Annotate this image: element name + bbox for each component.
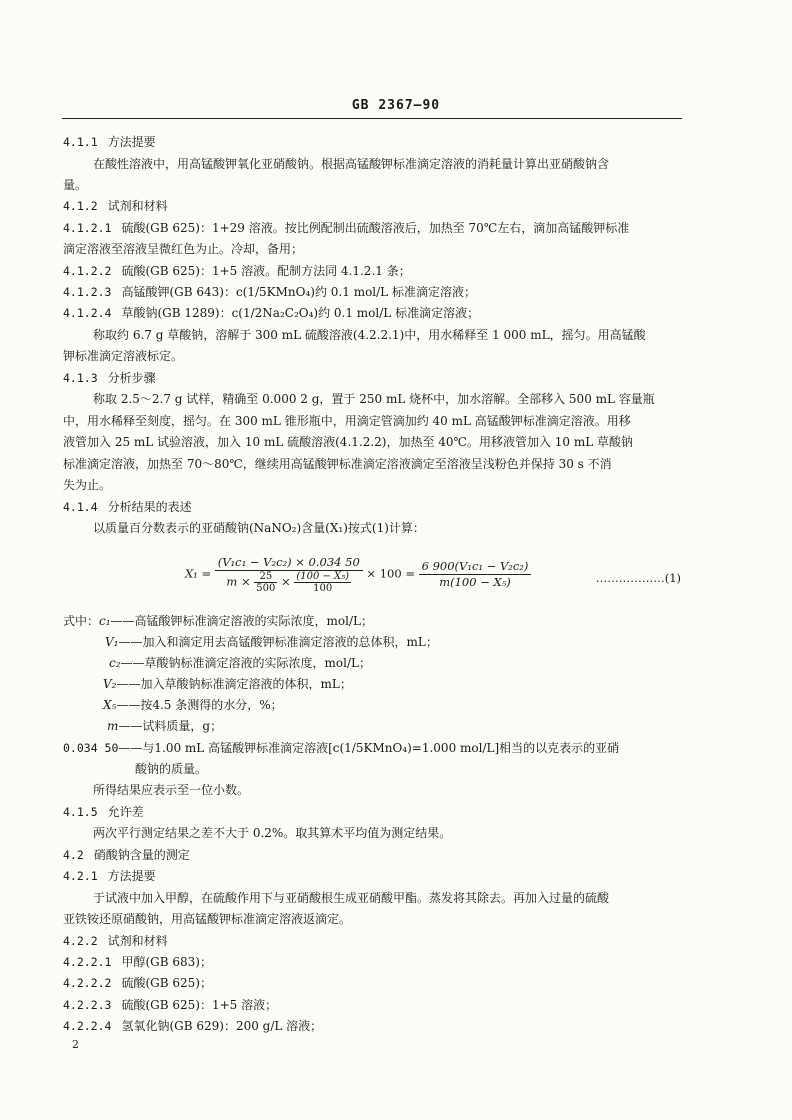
paragraph-line: 钾标准滴定溶液标定。: [63, 349, 184, 363]
equation-mid: × 100 =: [366, 566, 415, 581]
paragraph-line: 失为止。: [63, 478, 112, 492]
item-4-2-2-2: 4.2.2.2 硫酸(GB 625)；: [63, 976, 212, 990]
item-4-1-2-2: 4.1.2.2 硫酸(GB 625)：1+5 溶液。配制方法同 4.1.2.1 条；: [63, 264, 411, 278]
equation-1: [185, 555, 685, 605]
paragraph-line: 以质量百分数表示的亚硝酸钠(NaNO₂)含量(X₁)按式(1)计算：: [93, 521, 425, 535]
equation-fraction-2: $\frac{\text{6 900(V₁c₁ − V₂c₂)}}{\text{m(100 − X₅)}}$: [419, 559, 532, 590]
variable-definition: c₂——草酸钠标准滴定溶液的实际浓度，mol/L；: [109, 656, 371, 670]
equation-number: ………………(1): [595, 571, 681, 585]
page-header: GB 2367—90: [351, 98, 441, 113]
variable-definition: 0.034 50——与1.00 mL 高锰酸钾标准滴定溶液[c(1/5KMnO₄)=1.000 mol/L]相当的以克表示的亚硝: [63, 741, 620, 755]
paragraph-line: 称取 2.5～2.7 g 试样，精确至 0.000 2 g，置于 250 mL 烧杯中，加水溶解。全部移入 500 mL 容量瓶: [93, 392, 655, 406]
section-4-1-3: 4.1.3 分析步骤: [63, 371, 156, 385]
paragraph-line: 亚铁铵还原硝酸钠，用高锰酸钾标准滴定溶液返滴定。: [63, 912, 352, 926]
section-4-1-5: 4.1.5 允许差: [63, 805, 144, 819]
paragraph-line: 两次平行测定结果之差不大于 0.2%。取其算术平均值为测定结果。: [93, 826, 452, 840]
paragraph-line: 在酸性溶液中，用高锰酸钾氧化亚硝酸钠。根据高锰酸钾标准滴定溶液的消耗量计算出亚硝酸钠含: [93, 157, 610, 171]
header-rule: [62, 118, 682, 119]
variable-definition: X₅——按4.5 条测得的水分，%；: [103, 698, 283, 712]
paragraph-line: 中，用水稀释至刻度，摇匀。在 300 mL 锥形瓶中，用滴定管滴加约 40 mL 高锰酸钾标准滴定溶液。用移: [63, 414, 631, 428]
variable-definition: m——试料质量，g；: [107, 719, 223, 733]
paragraph-line: 滴定溶液至溶液呈微红色为止。冷却，备用；: [63, 242, 304, 256]
section-4-1-4: 4.1.4 分析结果的表述: [63, 500, 192, 514]
variable-definition: V₂——加入草酸钠标准滴定溶液的体积，mL；: [103, 677, 352, 691]
item-4-1-2-3: 4.1.2.3 高锰酸钾(GB 643)：c(1/5KMnO₄)约 0.1 mol/L 标准滴定溶液；: [63, 285, 476, 299]
section-4-1-2: 4.1.2 试剂和材料: [63, 199, 168, 213]
item-4-2-2-1: 4.2.2.1 甲醇(GB 683)；: [63, 955, 212, 969]
paragraph-line: 液管加入 25 mL 试验溶液，加入 10 mL 硫酸溶液(4.1.2.2)，加热至 40℃。用移液管加入 10 mL 草酸钠: [63, 435, 634, 449]
paragraph-line: 量。: [63, 178, 88, 192]
section-4-2-2: 4.2.2 试剂和材料: [63, 934, 168, 948]
variable-definition: 式中：c₁——高锰酸钾标准滴定溶液的实际浓度，mol/L；: [63, 614, 374, 628]
page-number: 2: [72, 1038, 79, 1051]
paragraph-line: 标准滴定溶液，加热至 70～80℃，继续用高锰酸钾标准滴定溶液滴定至溶液呈浅粉色并保持 30 s 不消: [63, 457, 612, 471]
item-4-2-2-3: 4.2.2.3 硫酸(GB 625)：1+5 溶液；: [63, 998, 278, 1012]
paragraph-line: 所得结果应表示至一位小数。: [93, 783, 250, 797]
paragraph-line: 于试液中加入甲醇，在硫酸作用下与亚硝酸根生成亚硝酸甲酯。蒸发将其除去。再加入过量的硫酸: [93, 891, 610, 905]
equation-fraction-1: (V₁c₁ − V₂c₂) × 0.034 50 m × $\frac{25}{500}$ × $\frac{\text{(100 − X₅)}}{100}$: [215, 555, 363, 594]
variable-definition: V₁——加入和滴定用去高锰酸钾标准滴定溶液的总体积，mL；: [105, 635, 438, 649]
section-4-2: 4.2 硝酸钠含量的测定: [63, 848, 190, 862]
section-4-1-1: 4.1.1 方法提要: [63, 135, 156, 149]
item-4-1-2-4: 4.1.2.4 草酸钠(GB 1289)：c(1/2Na₂C₂O₄)约 0.1 mol/L 标准滴定溶液；: [63, 306, 480, 320]
item-4-2-2-4: 4.2.2.4 氢氧化钠(GB 629)：200 g/L 溶液；: [63, 1019, 323, 1033]
paragraph-line: 称取约 6.7 g 草酸钠，溶解于 300 mL 硫酸溶液(4.2.2.1)中，用水稀释至 1 000 mL，摇匀。用高锰酸: [93, 328, 646, 342]
equation-lhs: X₁ =: [185, 566, 212, 581]
section-4-2-1: 4.2.1 方法提要: [63, 869, 156, 883]
paragraph-line: 酸钠的质量。: [135, 762, 208, 776]
item-4-1-2-1: 4.1.2.1 硫酸(GB 625)：1+29 溶液。按比例配制出硫酸溶液后，加热至 70℃左右，滴加高锰酸钾标准: [63, 221, 630, 235]
